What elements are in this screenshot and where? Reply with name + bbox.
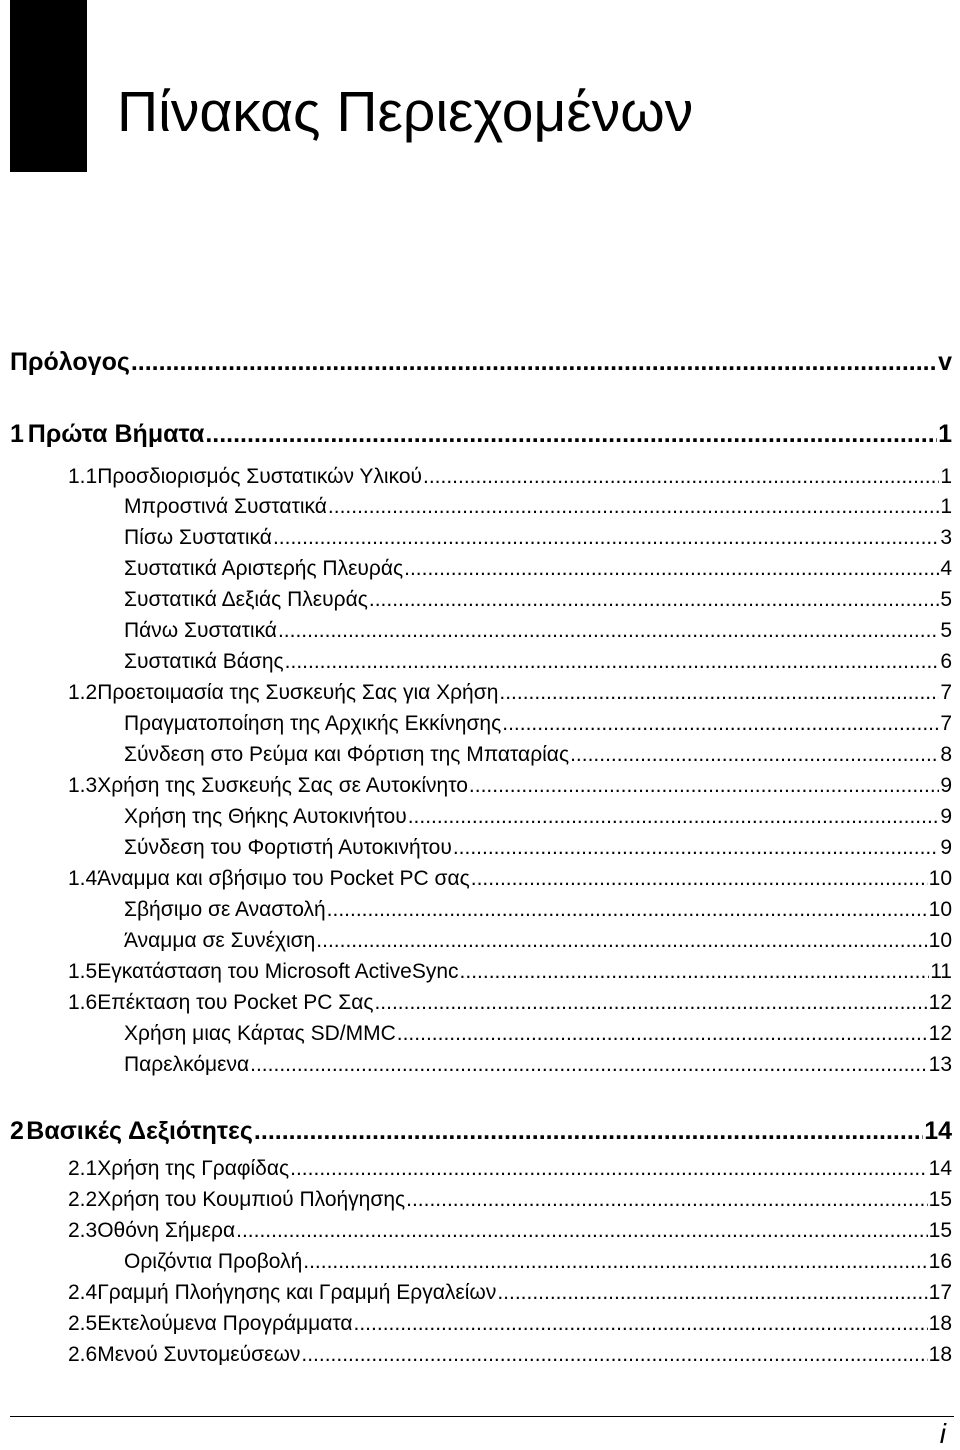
footer-page-number: i — [939, 1418, 946, 1449]
toc-entry[interactable] — [124, 1022, 952, 1046]
toc-entry-page: 1 — [940, 465, 952, 488]
toc-entry-page: 3 — [940, 526, 952, 549]
toc-entry-number: 1.4 — [68, 867, 98, 890]
toc-entry[interactable] — [68, 465, 952, 489]
toc-entry[interactable] — [124, 1053, 952, 1077]
dot-leader — [131, 348, 937, 377]
dot-leader — [499, 681, 939, 705]
toc-entry-page: 9 — [940, 836, 952, 859]
toc-entry-number: 2 — [10, 1117, 24, 1145]
toc-entry-page: 12 — [928, 1022, 952, 1045]
toc-entry-page: 10 — [928, 929, 952, 952]
toc-entry-label: Πάνω Συστατικά — [124, 619, 277, 642]
dot-leader — [460, 960, 930, 984]
toc-entry-page: 18 — [928, 1312, 952, 1335]
toc-entry[interactable] — [124, 526, 952, 550]
toc-entry-label: Πρόλογος — [10, 348, 130, 376]
toc-entry-number: 1.1 — [68, 465, 98, 488]
toc-entry-page: 11 — [930, 960, 952, 983]
toc-entry[interactable] — [68, 867, 952, 891]
dot-leader — [328, 495, 939, 519]
dot-leader — [497, 1281, 927, 1305]
toc-entry-page: 4 — [940, 557, 952, 580]
footer-rule — [10, 1416, 954, 1417]
toc-entry-number: 2.4 — [68, 1281, 98, 1304]
dot-leader — [469, 774, 939, 798]
toc-entry-page: 6 — [940, 650, 952, 673]
toc-entry-label: Συστατικά Βάσης — [124, 650, 284, 673]
dot-leader — [397, 1022, 928, 1046]
toc-entry-label: Χρήση της Γραφίδας — [97, 1157, 290, 1180]
toc-entry-label: Συστατικά Δεξιάς Πλευράς — [124, 588, 368, 611]
dot-leader — [285, 650, 940, 674]
toc-entry-label: Άναμμα και σβήσιμο του Pocket PC σας — [97, 867, 470, 890]
dot-leader — [273, 526, 939, 550]
dot-leader — [301, 1343, 927, 1367]
toc-entry[interactable] — [124, 1250, 952, 1274]
toc-entry-page: 9 — [940, 774, 952, 797]
dot-leader — [316, 929, 927, 953]
toc-entry-number: 2.1 — [68, 1157, 98, 1180]
toc-entry-label: Πίσω Συστατικά — [124, 526, 272, 549]
toc-entry[interactable] — [68, 1188, 952, 1212]
toc-entry[interactable] — [10, 420, 952, 449]
toc-entry-label: Γραμμή Πλοήγησης και Γραμμή Εργαλείων — [97, 1281, 497, 1304]
toc-entry-number: 1.6 — [68, 991, 98, 1014]
toc-entry-page: 8 — [940, 743, 952, 766]
toc-entry-label: Χρήση μιας Κάρτας SD/MMC — [124, 1022, 396, 1045]
toc-entry-number: 1.5 — [68, 960, 98, 983]
toc-entry-label: Προσδιορισμός Συστατικών Υλικού — [97, 465, 422, 488]
toc-entry[interactable] — [124, 929, 952, 953]
toc-entry-page: 7 — [940, 712, 952, 735]
toc-entry-label: Χρήση της Συσκευής Σας σε Αυτοκίνητο — [97, 774, 468, 797]
dot-leader — [502, 712, 939, 736]
toc-entry-page: 1 — [940, 495, 952, 518]
toc-entry-label: Άναμμα σε Συνέχιση — [124, 929, 316, 952]
toc-entry[interactable] — [68, 1281, 952, 1305]
toc-entry-number: 2.6 — [68, 1343, 98, 1366]
toc-entry-page: 13 — [928, 1053, 952, 1076]
toc-entry-label: Προετοιμασία της Συσκευής Σας για Χρήση — [97, 681, 499, 704]
toc-entry[interactable] — [68, 960, 952, 984]
toc-entry-page: 10 — [928, 867, 952, 890]
toc-entry-page: 9 — [940, 805, 952, 828]
toc-entry[interactable] — [10, 348, 952, 377]
toc-entry-number: 1.3 — [68, 774, 98, 797]
toc-entry-label: Παρελκόμενα — [124, 1053, 250, 1076]
toc-entry-label: Σύνδεση του Φορτιστή Αυτοκινήτου — [124, 836, 452, 859]
toc-entry-label: Χρήση του Κουμπιού Πλοήγησης — [97, 1188, 406, 1211]
dot-leader — [570, 743, 939, 767]
dot-leader — [471, 867, 928, 891]
toc-entry-number: 1.2 — [68, 681, 98, 704]
dot-leader — [278, 619, 939, 643]
dot-leader — [408, 805, 940, 829]
toc-entry-label: Εγκατάσταση του Microsoft ActiveSync — [97, 960, 459, 983]
toc-entry-label: Οριζόντια Προβολή — [124, 1250, 303, 1273]
dot-leader — [453, 836, 939, 860]
toc-entry-page: 17 — [928, 1281, 952, 1304]
toc-entry-page: 18 — [928, 1343, 952, 1366]
dot-leader — [406, 1188, 928, 1212]
dot-leader — [354, 1312, 928, 1336]
dot-leader — [404, 557, 939, 581]
toc-entry-label: Μενού Συντομεύσεων — [97, 1343, 301, 1366]
toc-entry-label: Σβήσιμο σε Αναστολή — [124, 898, 326, 921]
dot-leader — [374, 991, 927, 1015]
toc-entry-label: Βασικές Δεξιότητες — [26, 1117, 253, 1145]
toc-entry[interactable] — [124, 557, 952, 581]
toc-entry[interactable] — [68, 1157, 952, 1181]
dot-leader — [254, 1117, 923, 1146]
toc-entry[interactable] — [124, 588, 952, 612]
toc-entry-label: Σύνδεση στο Ρεύμα και Φόρτιση της Μπαταρίας — [124, 743, 570, 766]
toc-entry-page: 5 — [940, 619, 952, 642]
toc-entry-page: 1 — [938, 420, 952, 448]
dot-leader — [303, 1250, 927, 1274]
toc-entry-page: 15 — [928, 1219, 952, 1242]
toc-entry-label: Πραγματοποίηση της Αρχικής Εκκίνησης — [124, 712, 502, 735]
toc-entry[interactable] — [124, 805, 952, 829]
toc-entry-page: 5 — [940, 588, 952, 611]
toc-entry-label: Εκτελούμενα Προγράμματα — [97, 1312, 353, 1335]
toc-entry[interactable] — [68, 1312, 952, 1336]
toc-entry-number: 2.2 — [68, 1188, 98, 1211]
toc-entry[interactable] — [124, 898, 952, 922]
toc-entry-page: 14 — [924, 1117, 952, 1145]
toc-entry-page: 16 — [928, 1250, 952, 1273]
toc-entry[interactable] — [10, 1117, 952, 1146]
toc-entry-page: v — [938, 348, 952, 376]
dot-leader — [250, 1053, 928, 1077]
toc-entry-page: 14 — [928, 1157, 952, 1180]
toc-entry-page: 15 — [928, 1188, 952, 1211]
toc-entry-label: Συστατικά Αριστερής Πλευράς — [124, 557, 404, 580]
toc-entry[interactable] — [124, 495, 952, 519]
toc-entry[interactable] — [68, 681, 952, 705]
toc-entry-number: 2.5 — [68, 1312, 98, 1335]
toc-entry-page: 10 — [928, 898, 952, 921]
toc-entry-page: 7 — [940, 681, 952, 704]
toc-entry[interactable] — [124, 836, 952, 860]
toc-entry-number: 1 — [10, 420, 24, 448]
toc-entry-label: Οθόνη Σήμερα — [97, 1219, 236, 1242]
toc-entry-label: Χρήση της Θήκης Αυτοκινήτου — [124, 805, 407, 828]
toc-entry[interactable] — [124, 650, 952, 674]
dot-leader — [205, 420, 937, 449]
chapter-tab-decoration — [10, 0, 87, 172]
dot-leader — [423, 465, 939, 489]
toc-entry[interactable] — [124, 743, 952, 767]
dot-leader — [290, 1157, 928, 1181]
dot-leader — [327, 898, 928, 922]
toc-entry[interactable] — [68, 774, 952, 798]
dot-leader — [236, 1219, 928, 1243]
dot-leader — [369, 588, 939, 612]
toc-entry-label: Πρώτα Βήματα — [27, 420, 205, 448]
page-title: Πίνακας Περιεχομένων — [117, 80, 694, 144]
toc-entry[interactable] — [124, 619, 952, 643]
toc-entry-label: Επέκταση του Pocket PC Σας — [97, 991, 374, 1014]
toc-entry-label: Μπροστινά Συστατικά — [124, 495, 327, 518]
toc-entry[interactable] — [68, 991, 952, 1015]
toc-entry[interactable] — [68, 1219, 952, 1243]
toc-entry-page: 12 — [928, 991, 952, 1014]
toc-entry-number: 2.3 — [68, 1219, 98, 1242]
toc-entry[interactable] — [68, 1343, 952, 1367]
toc-entry[interactable] — [124, 712, 952, 736]
